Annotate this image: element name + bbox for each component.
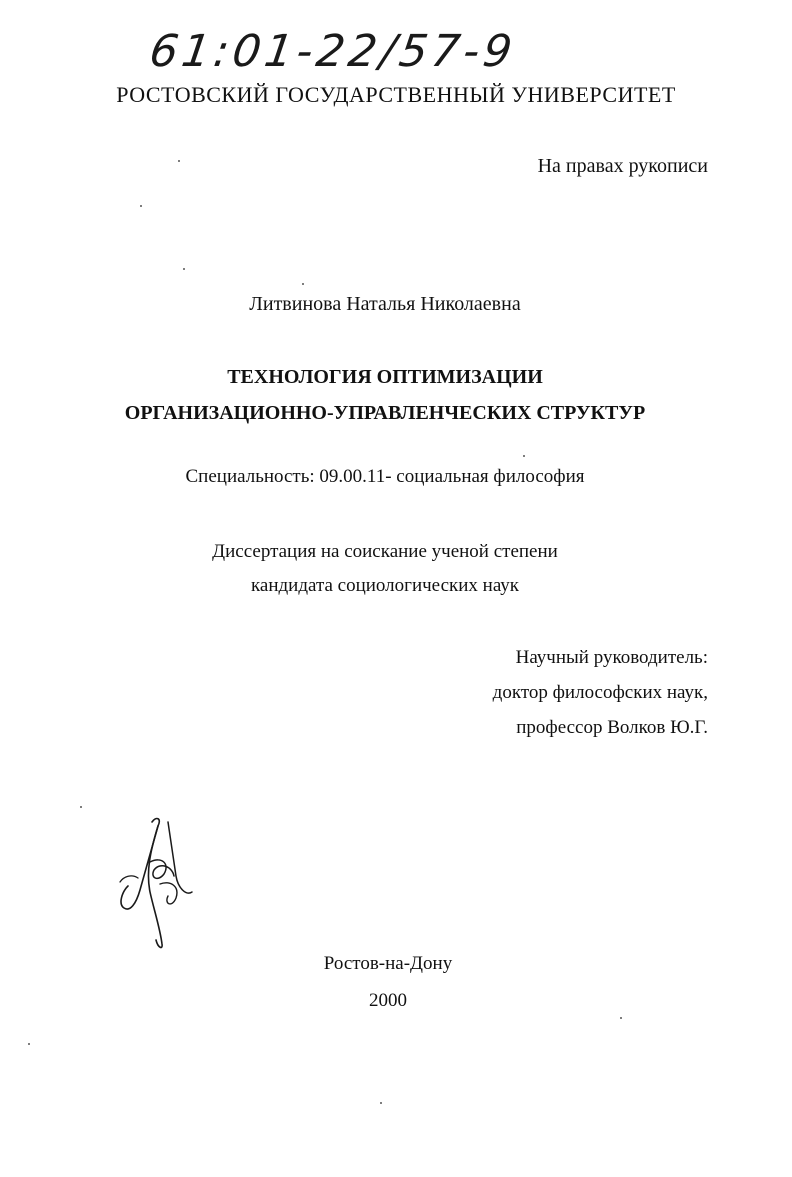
scan-speck — [80, 806, 82, 808]
degree-statement — [0, 535, 770, 603]
scan-speck — [302, 283, 304, 285]
handwritten-signature — [110, 812, 205, 952]
degree-line-1: Диссертация на соискание ученой степени — [212, 541, 558, 562]
scan-speck — [28, 1043, 30, 1045]
scan-speck — [620, 1017, 622, 1019]
title-line-2: ОРГАНИЗАЦИОННО-УПРАВЛЕНЧЕСКИХ СТРУКТУР — [124, 402, 646, 424]
city-name: Ростов-на-Дону — [323, 953, 453, 974]
publication-year: 2000 — [369, 990, 407, 1011]
university-name: РОСТОВСКИЙ ГОСУДАРСТВЕННЫЙ УНИВЕРСИТЕТ — [116, 82, 676, 107]
scan-speck — [523, 455, 525, 457]
manuscript-rights-note: На правах рукописи — [537, 155, 708, 177]
scan-speck — [380, 1102, 382, 1104]
degree-line-2: кандидата социологических наук — [250, 575, 520, 596]
scan-speck — [178, 160, 180, 162]
handwritten-catalog-code: 61:01-22/57-9 — [146, 26, 519, 77]
title-line-1: ТЕХНОЛОГИЯ ОПТИМИЗАЦИИ — [227, 366, 543, 388]
scan-speck — [183, 268, 185, 270]
supervisor-block — [493, 640, 708, 745]
dissertation-title — [0, 359, 770, 431]
supervisor-line-3: профессор Волков Ю.Г. — [516, 717, 708, 738]
supervisor-line-2: доктор философских наук, — [492, 682, 708, 703]
supervisor-line-1: Научный руководитель: — [515, 647, 708, 668]
scan-speck — [140, 205, 142, 207]
specialty-line: Специальность: 09.00.11- социальная философия — [185, 466, 585, 487]
author-name: Литвинова Наталья Николаевна — [249, 293, 521, 315]
